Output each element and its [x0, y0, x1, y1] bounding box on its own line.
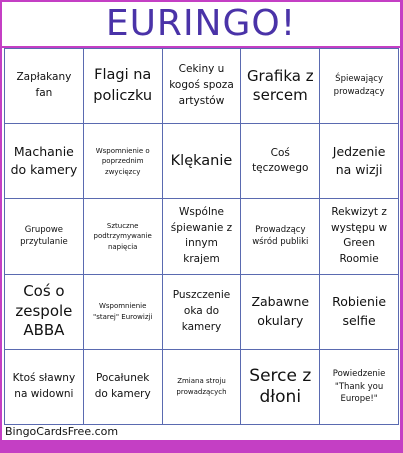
bingo-cell-r2-c1[interactable]: Machanie do kamery: [5, 124, 84, 199]
bingo-cell-r3-c3[interactable]: Wspólne śpiewanie z innym krajem: [163, 199, 242, 274]
bingo-cell-r2-c4[interactable]: Coś tęczowego: [241, 124, 320, 199]
bingo-cell-r4-c5[interactable]: Robienie selfie: [320, 275, 399, 350]
bingo-cell-r3-c1[interactable]: Grupowe przytulanie: [5, 199, 84, 274]
bingo-cell-r2-c3[interactable]: Klękanie: [163, 124, 242, 199]
bingo-cell-r1-c3[interactable]: Cekiny u kogoś spoza artystów: [163, 49, 242, 124]
bingo-cell-r3-c2[interactable]: Sztuczne podtrzymywanie napięcia: [84, 199, 163, 274]
bingo-grid: [4, 48, 399, 425]
bingo-cell-r2-c5[interactable]: Jedzenie na wizji: [320, 124, 399, 199]
bingo-cell-r5-c1[interactable]: Ktoś sławny na widowni: [5, 350, 84, 425]
bingo-cell-r2-c2[interactable]: Wspomnienie o poprzednim zwycięzcy: [84, 124, 163, 199]
bingo-cell-r1-c1[interactable]: Zapłakany fan: [5, 49, 84, 124]
bingo-cell-r1-c2[interactable]: Flagi na policzku: [84, 49, 163, 124]
bingo-cell-r5-c3[interactable]: Zmiana stroju prowadzących: [163, 350, 242, 425]
bingo-cell-r1-c4[interactable]: Grafika z sercem: [241, 49, 320, 124]
card-title: EURINGO!: [105, 3, 297, 44]
bingo-card: [2, 2, 400, 440]
bingo-cell-r1-c5[interactable]: Śpiewający prowadzący: [320, 49, 399, 124]
bingo-cell-r3-c4[interactable]: Prowadzący wśród publiki: [241, 199, 320, 274]
bingo-cell-r3-c5[interactable]: Rekwizyt z występu w Green Roomie: [320, 199, 399, 274]
bingo-cell-r4-c4[interactable]: Zabawne okulary: [241, 275, 320, 350]
bingo-cell-r5-c2[interactable]: Pocałunek do kamery: [84, 350, 163, 425]
bingo-cell-r4-c1[interactable]: Coś o zespole ABBA: [5, 275, 84, 350]
footer-credit: BingoCardsFree.com: [5, 425, 119, 438]
bingo-cell-r4-c3[interactable]: Puszczenie oka do kamery: [163, 275, 242, 350]
bingo-cell-r4-c2[interactable]: Wspomnienie "starej" Eurowizji: [84, 275, 163, 350]
bingo-cell-r5-c5[interactable]: Powiedzenie "Thank you Europe!": [320, 350, 399, 425]
bingo-cell-r5-c4[interactable]: Serce z dłoni: [241, 350, 320, 425]
